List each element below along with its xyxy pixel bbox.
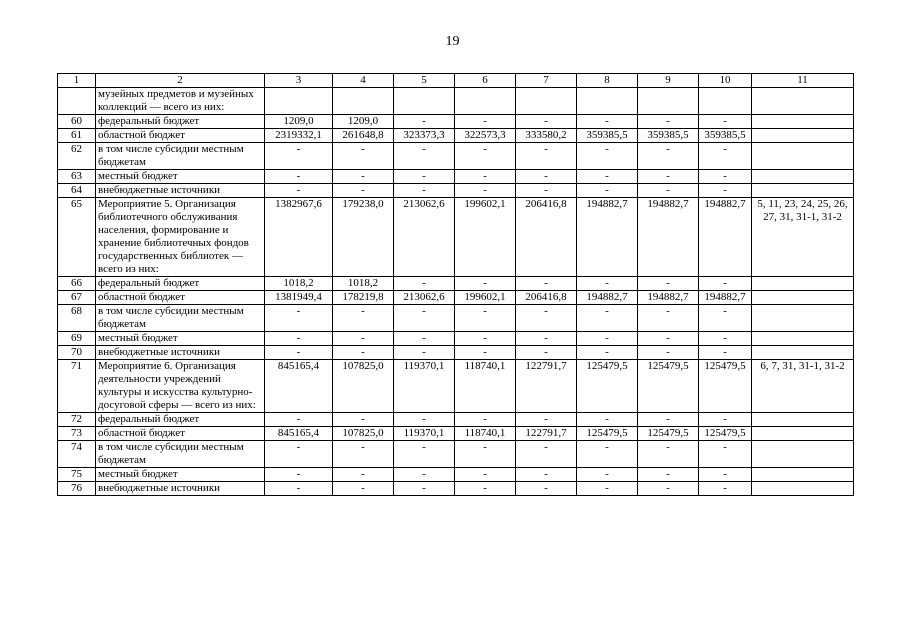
row-number: 60 xyxy=(58,115,96,129)
table-row xyxy=(58,360,854,413)
row-reference xyxy=(752,291,854,305)
row-value-col-5: - xyxy=(394,184,455,198)
table-header-row xyxy=(58,74,854,88)
row-value-col-5: - xyxy=(394,482,455,496)
row-value-col-5: - xyxy=(394,441,455,468)
row-value-col-8: - xyxy=(577,170,638,184)
row-value-col-5: 213062,6 xyxy=(394,291,455,305)
table-row xyxy=(58,115,854,129)
row-value-col-9: - xyxy=(638,413,699,427)
row-value-col-8: 194882,7 xyxy=(577,291,638,305)
row-value-col-7: - xyxy=(516,482,577,496)
row-name: внебюджетные источники xyxy=(96,184,265,198)
row-number: 76 xyxy=(58,482,96,496)
row-value-col-8: 194882,7 xyxy=(577,198,638,277)
row-name: в том числе субсидии местным бюджетам xyxy=(96,441,265,468)
row-value-col-4: - xyxy=(333,143,394,170)
row-name: областной бюджет xyxy=(96,427,265,441)
row-value-col-3: 845165,4 xyxy=(265,360,333,413)
row-value-col-6: - xyxy=(455,441,516,468)
row-number xyxy=(58,88,96,115)
row-value-col-5: 119370,1 xyxy=(394,427,455,441)
row-value-col-5: - xyxy=(394,305,455,332)
row-number: 67 xyxy=(58,291,96,305)
row-value-col-10: 125479,5 xyxy=(699,427,752,441)
row-value-col-10: - xyxy=(699,305,752,332)
row-reference xyxy=(752,346,854,360)
row-value-col-5: - xyxy=(394,115,455,129)
row-reference xyxy=(752,170,854,184)
row-reference: 5, 11, 23, 24, 25, 26, 27, 31, 31-1, 31-2 xyxy=(752,198,854,277)
row-value-col-5: - xyxy=(394,413,455,427)
row-value-col-7: - xyxy=(516,413,577,427)
row-value-col-10: - xyxy=(699,482,752,496)
row-name: федеральный бюджет xyxy=(96,413,265,427)
row-value-col-3: - xyxy=(265,413,333,427)
row-name: федеральный бюджет xyxy=(96,115,265,129)
row-reference xyxy=(752,413,854,427)
row-value-col-8: 125479,5 xyxy=(577,360,638,413)
row-value-col-7: 206416,8 xyxy=(516,198,577,277)
row-value-col-4: - xyxy=(333,468,394,482)
row-value-col-7: 122791,7 xyxy=(516,360,577,413)
row-value-col-3: 845165,4 xyxy=(265,427,333,441)
row-value-col-4: - xyxy=(333,482,394,496)
row-value-col-5: 213062,6 xyxy=(394,198,455,277)
row-value-col-10: - xyxy=(699,170,752,184)
column-header-8: 8 xyxy=(577,74,638,88)
table-row xyxy=(58,88,854,115)
row-value-col-7: 333580,2 xyxy=(516,129,577,143)
row-reference xyxy=(752,482,854,496)
row-reference xyxy=(752,277,854,291)
row-value-col-10: 194882,7 xyxy=(699,291,752,305)
row-reference xyxy=(752,332,854,346)
row-value-col-4: - xyxy=(333,332,394,346)
row-value-col-7: - xyxy=(516,305,577,332)
row-number: 61 xyxy=(58,129,96,143)
row-value-col-10: - xyxy=(699,332,752,346)
row-value-col-7: - xyxy=(516,277,577,291)
row-value-col-9: - xyxy=(638,277,699,291)
column-header-7: 7 xyxy=(516,74,577,88)
row-value-col-3: - xyxy=(265,143,333,170)
row-value-col-3 xyxy=(265,88,333,115)
row-value-col-8: - xyxy=(577,184,638,198)
row-value-col-9: - xyxy=(638,305,699,332)
row-value-col-5: - xyxy=(394,468,455,482)
column-header-3: 3 xyxy=(265,74,333,88)
row-value-col-3: - xyxy=(265,468,333,482)
row-value-col-8: - xyxy=(577,332,638,346)
row-value-col-9: - xyxy=(638,468,699,482)
row-value-col-5: - xyxy=(394,170,455,184)
row-value-col-6: 199602,1 xyxy=(455,198,516,277)
row-value-col-5: - xyxy=(394,277,455,291)
row-value-col-4: - xyxy=(333,170,394,184)
row-value-col-9: - xyxy=(638,184,699,198)
row-reference xyxy=(752,129,854,143)
row-value-col-8: - xyxy=(577,468,638,482)
row-value-col-3: - xyxy=(265,170,333,184)
row-value-col-7: - xyxy=(516,184,577,198)
row-value-col-3: 2319332,1 xyxy=(265,129,333,143)
row-value-col-3: 1381949,4 xyxy=(265,291,333,305)
row-reference xyxy=(752,143,854,170)
table-row xyxy=(58,291,854,305)
table-row xyxy=(58,482,854,496)
row-name: Мероприятие 5. Организация библиотечного обслуживания населения, формирование и хранение библиотечных фондов государственных библиотек — всего из них: xyxy=(96,198,265,277)
row-value-col-9: - xyxy=(638,346,699,360)
table-row xyxy=(58,468,854,482)
table-body xyxy=(58,88,854,496)
row-value-col-8: - xyxy=(577,115,638,129)
table-row xyxy=(58,198,854,277)
row-value-col-4: 261648,8 xyxy=(333,129,394,143)
column-header-5: 5 xyxy=(394,74,455,88)
row-value-col-9: - xyxy=(638,482,699,496)
row-name: областной бюджет xyxy=(96,291,265,305)
table-row xyxy=(58,184,854,198)
row-value-col-6: - xyxy=(455,305,516,332)
row-value-col-6: - xyxy=(455,346,516,360)
row-value-col-8: - xyxy=(577,482,638,496)
row-number: 73 xyxy=(58,427,96,441)
row-reference xyxy=(752,88,854,115)
row-reference xyxy=(752,441,854,468)
row-value-col-8: 359385,5 xyxy=(577,129,638,143)
row-value-col-10: - xyxy=(699,441,752,468)
row-value-col-4: - xyxy=(333,441,394,468)
row-value-col-9: - xyxy=(638,332,699,346)
row-reference: 6, 7, 31, 31-1, 31-2 xyxy=(752,360,854,413)
row-value-col-9: - xyxy=(638,115,699,129)
row-value-col-7: - xyxy=(516,170,577,184)
table-row xyxy=(58,277,854,291)
row-value-col-6: - xyxy=(455,115,516,129)
row-name: музейных предметов и музейных коллекций — всего из них: xyxy=(96,88,265,115)
row-name: местный бюджет xyxy=(96,468,265,482)
column-header-1: 1 xyxy=(58,74,96,88)
column-header-10: 10 xyxy=(699,74,752,88)
table-row xyxy=(58,170,854,184)
table-row xyxy=(58,129,854,143)
row-value-col-9: 359385,5 xyxy=(638,129,699,143)
column-header-11: 11 xyxy=(752,74,854,88)
table-row xyxy=(58,427,854,441)
row-value-col-8: - xyxy=(577,143,638,170)
table-row xyxy=(58,413,854,427)
row-value-col-9: - xyxy=(638,143,699,170)
row-value-col-7: - xyxy=(516,346,577,360)
row-name: в том числе субсидии местным бюджетам xyxy=(96,305,265,332)
row-value-col-9: 194882,7 xyxy=(638,198,699,277)
row-value-col-3: - xyxy=(265,332,333,346)
row-number: 75 xyxy=(58,468,96,482)
row-value-col-3: - xyxy=(265,184,333,198)
row-value-col-7: 122791,7 xyxy=(516,427,577,441)
row-value-col-5: 119370,1 xyxy=(394,360,455,413)
row-value-col-6 xyxy=(455,88,516,115)
row-name: местный бюджет xyxy=(96,170,265,184)
row-number: 68 xyxy=(58,305,96,332)
row-value-col-4: - xyxy=(333,413,394,427)
row-value-col-7: - xyxy=(516,143,577,170)
row-value-col-4: 1018,2 xyxy=(333,277,394,291)
row-value-col-8: - xyxy=(577,277,638,291)
row-value-col-6: 199602,1 xyxy=(455,291,516,305)
column-header-6: 6 xyxy=(455,74,516,88)
row-value-col-9: - xyxy=(638,441,699,468)
row-value-col-4: 179238,0 xyxy=(333,198,394,277)
row-value-col-6: - xyxy=(455,482,516,496)
row-value-col-6: - xyxy=(455,277,516,291)
row-number: 65 xyxy=(58,198,96,277)
column-header-9: 9 xyxy=(638,74,699,88)
row-value-col-10: 194882,7 xyxy=(699,198,752,277)
row-value-col-10: - xyxy=(699,346,752,360)
row-number: 69 xyxy=(58,332,96,346)
table-row xyxy=(58,332,854,346)
row-reference xyxy=(752,305,854,332)
row-name: федеральный бюджет xyxy=(96,277,265,291)
row-value-col-8: - xyxy=(577,413,638,427)
row-value-col-10: - xyxy=(699,115,752,129)
row-value-col-3: 1209,0 xyxy=(265,115,333,129)
row-reference xyxy=(752,115,854,129)
column-header-2: 2 xyxy=(96,74,265,88)
row-value-col-5: - xyxy=(394,332,455,346)
row-value-col-5: 323373,3 xyxy=(394,129,455,143)
row-number: 62 xyxy=(58,143,96,170)
row-value-col-6: - xyxy=(455,170,516,184)
row-value-col-3: 1382967,6 xyxy=(265,198,333,277)
row-value-col-10: 125479,5 xyxy=(699,360,752,413)
row-number: 63 xyxy=(58,170,96,184)
row-value-col-10: 359385,5 xyxy=(699,129,752,143)
row-name: Мероприятие 6. Организация деятельности учреждений культуры и искусства культурно-досуговой сферы — всего из них: xyxy=(96,360,265,413)
row-reference xyxy=(752,427,854,441)
row-value-col-3: 1018,2 xyxy=(265,277,333,291)
row-number: 70 xyxy=(58,346,96,360)
row-reference xyxy=(752,184,854,198)
row-value-col-8 xyxy=(577,88,638,115)
row-value-col-9: 194882,7 xyxy=(638,291,699,305)
row-name: внебюджетные источники xyxy=(96,482,265,496)
row-value-col-6: - xyxy=(455,413,516,427)
row-value-col-7: - xyxy=(516,115,577,129)
row-value-col-10: - xyxy=(699,468,752,482)
page-number: 19 xyxy=(445,34,460,49)
row-value-col-7 xyxy=(516,88,577,115)
row-value-col-10: - xyxy=(699,277,752,291)
row-number: 66 xyxy=(58,277,96,291)
budget-table xyxy=(57,73,854,496)
row-value-col-4: - xyxy=(333,346,394,360)
row-value-col-3: - xyxy=(265,441,333,468)
row-name: местный бюджет xyxy=(96,332,265,346)
table-row xyxy=(58,143,854,170)
row-value-col-3: - xyxy=(265,482,333,496)
row-value-col-10: - xyxy=(699,184,752,198)
row-value-col-4: 178219,8 xyxy=(333,291,394,305)
table-row xyxy=(58,441,854,468)
row-value-col-8: - xyxy=(577,305,638,332)
row-value-col-10: - xyxy=(699,143,752,170)
row-value-col-5 xyxy=(394,88,455,115)
row-value-col-9: 125479,5 xyxy=(638,427,699,441)
row-name: областной бюджет xyxy=(96,129,265,143)
row-value-col-6: - xyxy=(455,184,516,198)
row-value-col-9: - xyxy=(638,170,699,184)
row-value-col-7: - xyxy=(516,441,577,468)
column-header-4: 4 xyxy=(333,74,394,88)
row-value-col-6: 322573,3 xyxy=(455,129,516,143)
row-name: в том числе субсидии местным бюджетам xyxy=(96,143,265,170)
row-value-col-4: - xyxy=(333,305,394,332)
row-value-col-7: - xyxy=(516,468,577,482)
row-value-col-6: - xyxy=(455,332,516,346)
row-value-col-3: - xyxy=(265,305,333,332)
row-number: 74 xyxy=(58,441,96,468)
row-value-col-6: 118740,1 xyxy=(455,427,516,441)
row-value-col-5: - xyxy=(394,143,455,170)
row-number: 72 xyxy=(58,413,96,427)
row-value-col-9 xyxy=(638,88,699,115)
row-value-col-9: 125479,5 xyxy=(638,360,699,413)
row-value-col-4: - xyxy=(333,184,394,198)
row-value-col-4: 107825,0 xyxy=(333,427,394,441)
row-value-col-10: - xyxy=(699,413,752,427)
table-row xyxy=(58,305,854,332)
row-value-col-4: 107825,0 xyxy=(333,360,394,413)
table-row xyxy=(58,346,854,360)
row-value-col-6: - xyxy=(455,468,516,482)
row-value-col-10 xyxy=(699,88,752,115)
row-value-col-4: 1209,0 xyxy=(333,115,394,129)
row-value-col-7: 206416,8 xyxy=(516,291,577,305)
row-number: 64 xyxy=(58,184,96,198)
row-value-col-6: 118740,1 xyxy=(455,360,516,413)
row-value-col-8: 125479,5 xyxy=(577,427,638,441)
row-value-col-5: - xyxy=(394,346,455,360)
row-value-col-4 xyxy=(333,88,394,115)
row-reference xyxy=(752,468,854,482)
row-value-col-8: - xyxy=(577,441,638,468)
row-number: 71 xyxy=(58,360,96,413)
row-value-col-6: - xyxy=(455,143,516,170)
row-name: внебюджетные источники xyxy=(96,346,265,360)
row-value-col-7: - xyxy=(516,332,577,346)
row-value-col-8: - xyxy=(577,346,638,360)
row-value-col-3: - xyxy=(265,346,333,360)
